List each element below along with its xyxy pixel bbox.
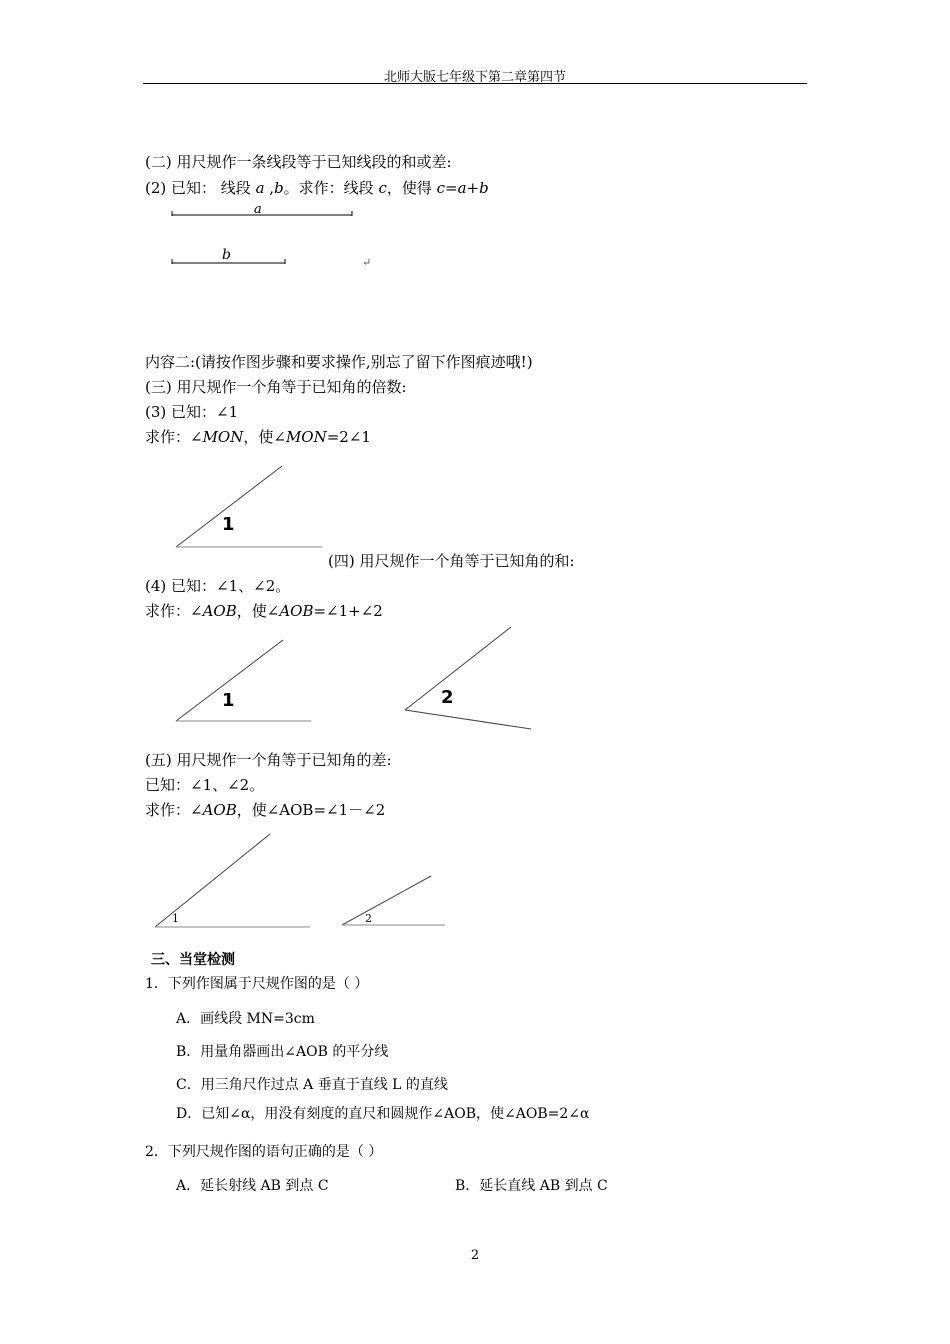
q3-given: (3) 已知：∠1	[145, 403, 239, 421]
angle-4-two-label: 2	[441, 687, 454, 708]
segment-b-label: b	[222, 247, 231, 263]
q3-required: 求作：∠MON，使∠MON=2∠1	[145, 428, 371, 446]
content2-intro: 内容二:(请按作图步骤和要求操作,别忘了留下作图痕迹哦!)	[145, 353, 533, 371]
test-q1-option-b: B．用量角器画出∠AOB 的平分线	[176, 1044, 389, 1060]
angle-3-label: 1	[222, 514, 235, 535]
angle-4-one-label: 1	[222, 690, 235, 711]
section5-heading: (五) 用尺规作一个角等于已知角的差:	[145, 751, 392, 769]
q4-given: (4) 已知：∠1、∠2。	[145, 577, 291, 595]
q2-statement: (2) 已知： 线段 a ,b。求作：线段 c，使得 c=a+b	[145, 179, 489, 197]
segment-a	[172, 211, 352, 216]
test-q1-option-c: C．用三角尺作过点 A 垂直于直线 L 的直线	[176, 1077, 448, 1093]
angle-4-one	[176, 640, 311, 721]
q4-required: 求作：∠AOB，使∠AOB=∠1+∠2	[145, 602, 383, 620]
page-number: 2	[470, 1248, 480, 1263]
section2-heading: (二) 用尺规作一条线段等于已知线段的和或差:	[145, 153, 452, 171]
angle-5-one-label: 1	[172, 912, 179, 925]
test-q1-option-a: A．画线段 MN=3cm	[176, 1011, 315, 1027]
angle-3-given	[176, 466, 322, 547]
page-header: 北师大版七年级下第二章第四节	[383, 70, 566, 85]
test-q1-option-d: D．已知∠α，用没有刻度的直尺和圆规作∠AOB，使∠AOB=2∠α	[176, 1106, 590, 1122]
test-heading: 三、当堂检测	[151, 952, 235, 968]
section4-heading: (四) 用尺规作一个角等于已知角的和:	[328, 552, 575, 570]
section3-heading: (三) 用尺规作一个角等于已知角的倍数:	[145, 378, 407, 396]
q5-required: 求作：∠AOB，使∠AOB=∠1－∠2	[145, 801, 386, 819]
test-q1: 1．下列作图属于尺规作图的是（ ）	[145, 976, 369, 992]
return-mark: ↵	[362, 256, 372, 269]
test-q2-option-b: B．延长直线 AB 到点 C	[455, 1178, 608, 1194]
angle-5-two	[342, 876, 445, 925]
test-q2: 2．下列尺规作图的语句正确的是（ ）	[145, 1144, 383, 1160]
angle-5-two-label: 2	[365, 912, 372, 925]
angle-4-two	[405, 627, 531, 729]
test-q2-option-a: A．延长射线 AB 到点 C	[176, 1178, 329, 1194]
segment-a-label: a	[254, 202, 262, 217]
q5-given: 已知：∠1、∠2。	[145, 776, 265, 794]
